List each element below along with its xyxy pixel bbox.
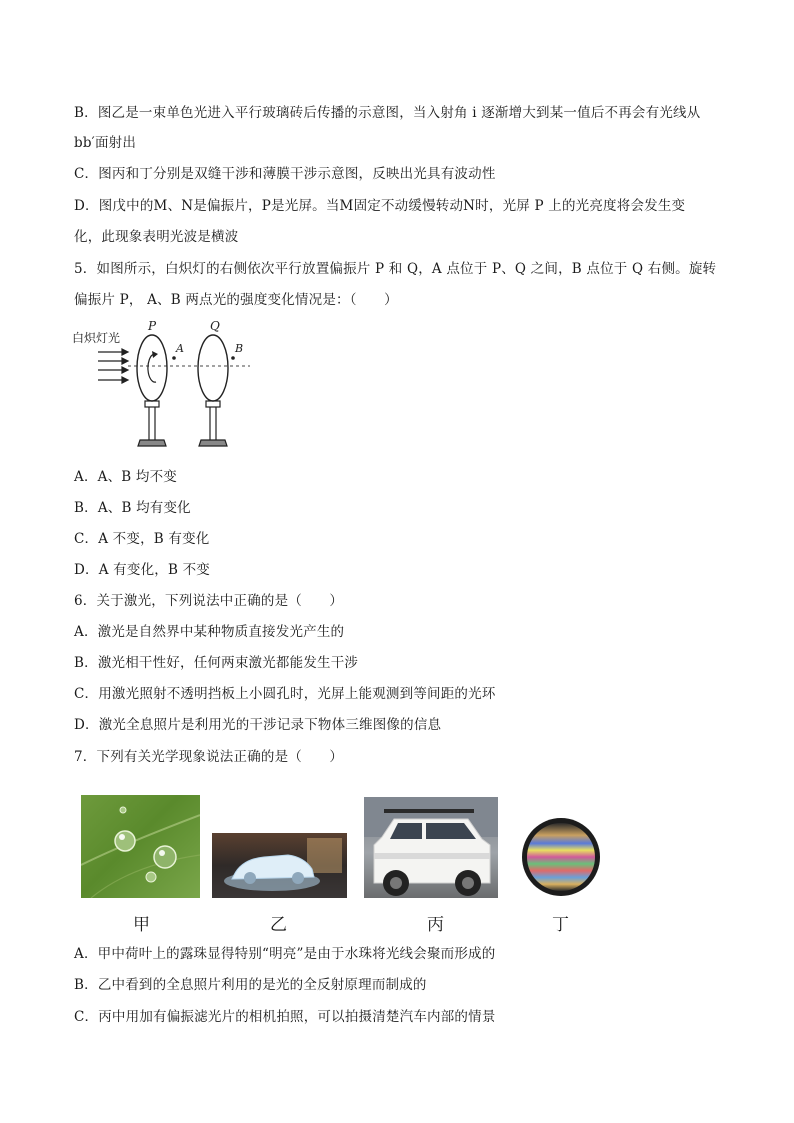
photo-lotus-dew bbox=[81, 795, 200, 898]
photo-thin-film bbox=[519, 815, 603, 898]
q4-option-d-continuation: 化，此现象表明光波是横波 bbox=[74, 229, 239, 245]
label-bing: 丙 bbox=[427, 915, 444, 935]
stand-q bbox=[199, 401, 227, 446]
photo-hologram-car bbox=[212, 833, 347, 898]
q4-option-d: D．图戊中的M、N是偏振片，P是光屏。当M固定不动缓慢转动N时，光屏 P 上的光亮度将会发生变 bbox=[74, 198, 686, 214]
q5-stem-line1: 5．如图所示，白炽灯的右侧依次平行放置偏振片 P 和 Q，A 点位于 P、Q 之间，B 点位于 Q 右侧。旋转 bbox=[74, 261, 717, 277]
q5-option-d: D．A 有变化，B 不变 bbox=[74, 562, 210, 578]
polarizer-figure bbox=[70, 316, 260, 456]
q7-stem: 7．下列有关光学现象说法正确的是（ ） bbox=[74, 749, 344, 765]
q5-stem-line2: 偏振片 P， A、B 两点光的强度变化情况是：（ ） bbox=[74, 292, 398, 308]
q6-option-a: A．激光是自然界中某种物质直接发光产生的 bbox=[74, 624, 345, 640]
polarizer-q-label: Q bbox=[210, 319, 220, 333]
q6-stem: 6．关于激光，下列说法中正确的是（ ） bbox=[74, 593, 344, 609]
polarizer-p bbox=[137, 335, 167, 401]
photo-white-suv bbox=[364, 797, 498, 898]
stand-p bbox=[138, 401, 166, 446]
label-jia: 甲 bbox=[133, 915, 150, 935]
point-b bbox=[231, 356, 235, 360]
q6-option-d: D．激光全息照片是利用光的干涉记录下物体三维图像的信息 bbox=[74, 717, 442, 733]
label-yi: 乙 bbox=[270, 915, 287, 935]
incident-light-arrows bbox=[98, 349, 128, 383]
q7-option-c: C．丙中用加有偏振滤光片的相机拍照，可以拍摄清楚汽车内部的情景 bbox=[74, 1009, 496, 1025]
polarizer-p-label: P bbox=[148, 319, 157, 333]
q4-option-b: B．图乙是一束单色光进入平行玻璃砖后传播的示意图，当入射角 i 逐渐增大到某一值后不再会有光线从 bbox=[74, 105, 701, 121]
q5-option-a: A．A、B 均不变 bbox=[74, 469, 178, 485]
q6-option-c: C．用激光照射不透明挡板上小圆孔时，光屏上能观测到等间距的光环 bbox=[74, 686, 496, 702]
light-source-label: 白炽灯光 bbox=[72, 331, 121, 345]
q5-option-c: C．A 不变，B 有变化 bbox=[74, 531, 210, 547]
q7-option-a: A．甲中荷叶上的露珠显得特别“明亮”是由于水珠将光线会聚而形成的 bbox=[74, 946, 496, 962]
polarizer-q bbox=[198, 335, 228, 401]
rotation-arrow-icon bbox=[148, 354, 156, 382]
point-a-label: A bbox=[176, 342, 184, 355]
q6-option-b: B．激光相干性好，任何两束激光都能发生干涉 bbox=[74, 655, 359, 671]
label-ding: 丁 bbox=[552, 915, 569, 935]
q4-option-b-continuation: bb′面射出 bbox=[74, 135, 137, 151]
q7-option-b: B．乙中看到的全息照片利用的是光的全反射原理而制成的 bbox=[74, 977, 427, 993]
q5-option-b: B．A、B 均有变化 bbox=[74, 500, 191, 516]
q4-option-c: C．图丙和丁分别是双缝干涉和薄膜干涉示意图，反映出光具有波动性 bbox=[74, 166, 496, 182]
point-b-label: B bbox=[235, 342, 244, 355]
point-a bbox=[172, 356, 176, 360]
